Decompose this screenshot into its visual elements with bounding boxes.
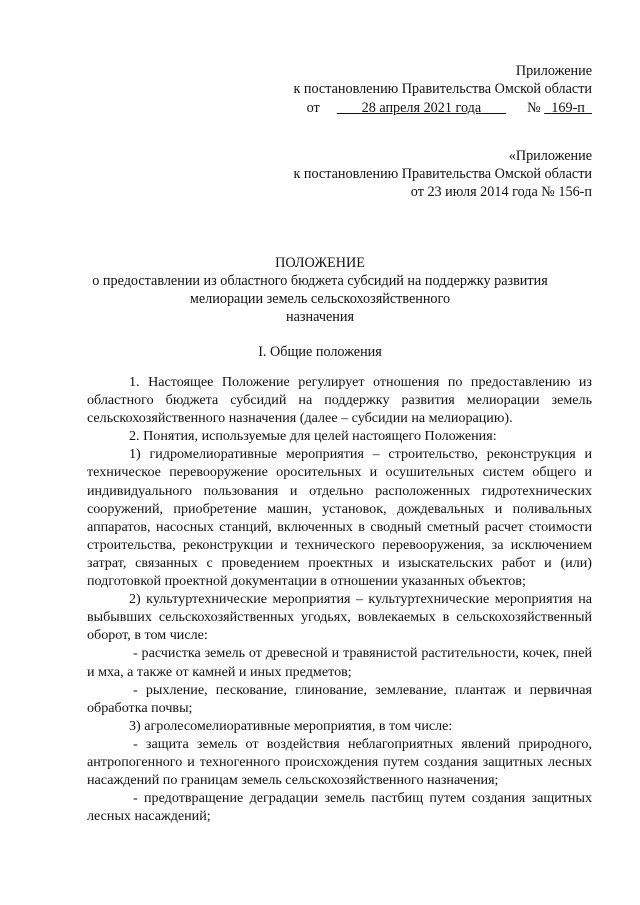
appendix-label: Приложение <box>515 63 592 79</box>
prior-appendix-resolution-line: к постановлению Правительства Омской области <box>293 166 592 182</box>
section-heading: I. Общие положения <box>258 344 382 360</box>
date-prefix: от <box>306 100 320 116</box>
bullet-clearing: - расчистка земель от древесной и травянистой растительности, кочек, пней и мха, а также от камней и иных предметов; <box>87 645 592 680</box>
appendix-date-line <box>307 98 592 117</box>
number-prefix: № <box>527 100 541 116</box>
document-subtitle-line-3: назначения <box>286 309 354 325</box>
document-subtitle-line-2: мелиорации земель сельскохозяйственного <box>189 291 451 307</box>
bullet-protection: - защита земель от воздействия неблагоприятных явлений природного, антропогенного и техногенного происхождения путем создания защитных лесных насаждений по границам земель сельскохозяйственного назначения; <box>87 735 592 789</box>
appendix-resolution-line: к постановлению Правительства Омской области <box>293 81 592 97</box>
item-1-hydromelioration: 1) гидромелиоративные мероприятия – строительство, реконструкция и техническое перевооружение оросительных и осушительных систем общего и индивидуального пользования и отдельно расположенных гидротехнических сооружений, приобретение машин, установок, дождевальных и поливальных аппаратов, насосных станций, включенных в сводный сметный расчет стоимости строительства, реконструкции и технического перевооружения, за исключением затрат, связанных с проведением проектных и изыскательских работ и (или) подготовкой проектной документации в отношении указанных объектов; <box>87 446 592 590</box>
prior-appendix-date-line: от 23 июля 2014 года № 156-п <box>410 184 592 200</box>
number-value: 169-п <box>551 100 585 116</box>
prior-appendix-label: «Приложение <box>508 148 592 164</box>
date-value: 28 апреля 2021 года <box>361 100 482 116</box>
item-3-agroforest: 3) агролесомелиоративные мероприятия, в том числе: <box>129 717 453 734</box>
document-title: ПОЛОЖЕНИЕ <box>275 255 365 271</box>
paragraph-2: 2. Понятия, используемые для целей настоящего Положения: <box>129 428 497 445</box>
item-2-cultural-technical: 2) культуртехнические мероприятия – культуртехнические мероприятия на выбывших сельскохозяйственных угодьях, вовлекаемых в сельскохозяйственный оборот, в том числе: <box>87 591 592 644</box>
document-subtitle-line-1: о предоставлении из областного бюджета субсидий на поддержку развития <box>92 273 548 289</box>
bullet-loosening: - рыхление, пескование, глинование, землевание, плантаж и первичная обработка почвы; <box>87 681 592 716</box>
bullet-degradation-prevention: - предотвращение деградации земель пастбищ путем создания защитных лесных насаждений; <box>87 790 592 825</box>
document-body <box>87 373 592 825</box>
paragraph-1: 1. Настоящее Положение регулирует отношения по предоставлению из областного бюджета субсидий на поддержку развития мелиорации земель сельскохозяйственного назначения (далее – субсидии на мелиорацию). <box>87 374 592 427</box>
